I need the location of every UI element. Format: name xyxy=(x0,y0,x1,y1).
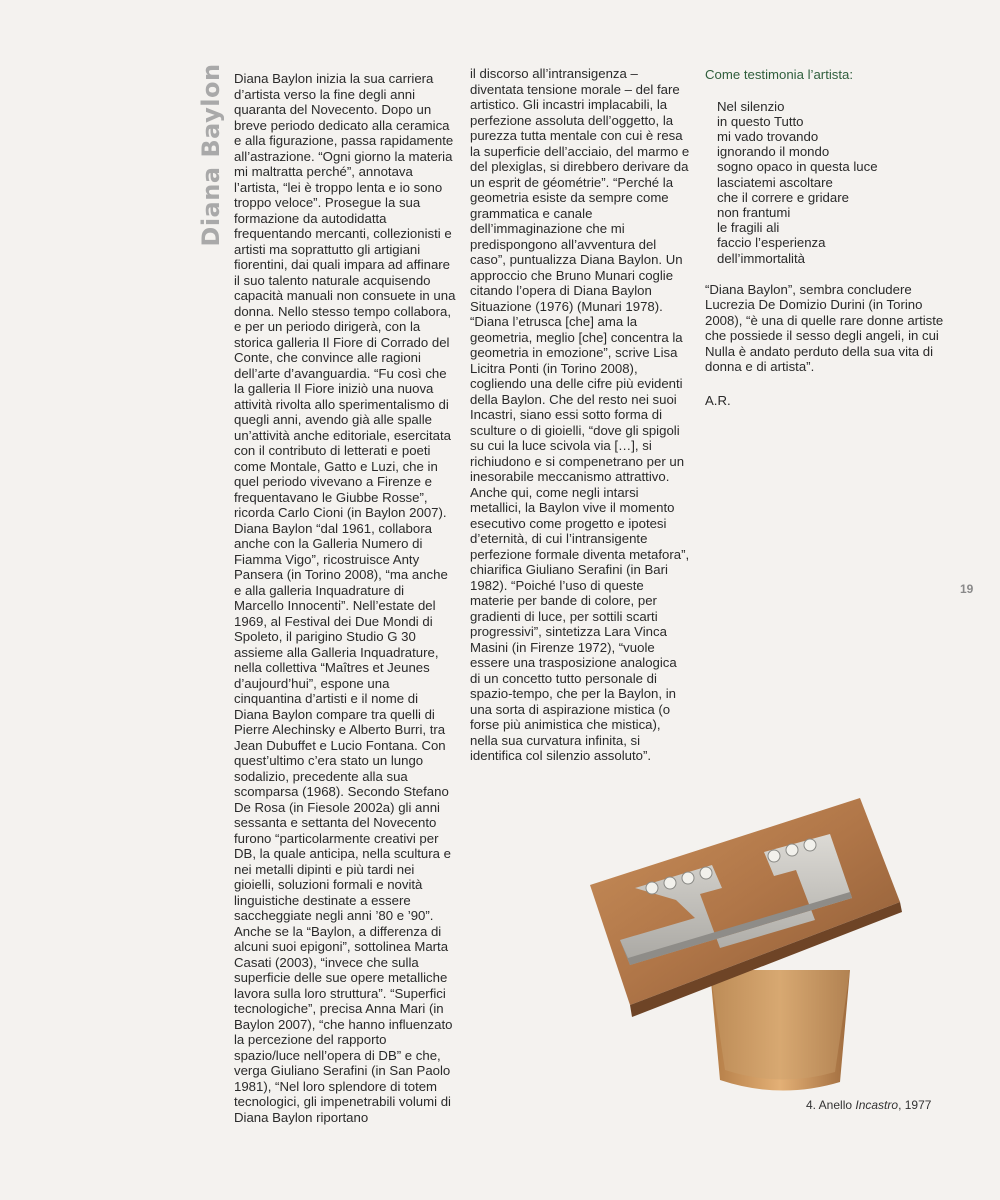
column-2-text: il discorso all’intransigenza – diventata tensione morale – del fare artistico. Gli incastri implacabili, la perfezione assoluta dell’oggetto, la purezza tutta mentale con cui è resa la superficie dell’acciaio, del marmo e del plexiglas, si direbbero derivare da un esprit de géométrie”. “Perché la geometria esiste da sempre come grammatica e canale dell’immaginazione che mi predispongono all’avventura del caso”, puntualizza Diana Baylon. Un approccio che Bruno Munari coglie citando l’opera di Diana Baylon Situazione (1976) (Munari 1978). “Diana l’etrusca [che] ama la geometria, meglio [che] concentra la geometria in emozione”, scrive Lisa Licitra Ponti (in Torino 2008), cogliendo una delle cifre più evidenti della Baylon. Che del resto nei suoi Incastri, siano essi sotto forma di sculture o di gioielli, “dove gli spigoli su cui la luce scivola via […], si richiudono e si compenetrano per un inesorabile meccanismo attrattivo. Anche qui, come negli intarsi metallici, la Baylon vive il momento esecutivo come progetto e ipotesi d’eternità, di cui l’intransigente perfezione formale diventa metafora”, chiarifica Giuliano Serafini (in Bari 1982). “Poiché l’uso di queste materie per bande di colore, per gradienti di luce, per sottili scarti progressivi”, sintetizza Lara Vinca Masini (in Firenze 1972), “vuole essere una trasposizione analogica di un concetto tutto personale di spazio-tempo, che per la Baylon, in una sorta di aspirazione mistica (o forse più animistica che mistica), nella sua curvatura infinita, si identifica col silenzio assoluto”. xyxy=(470,66,690,763)
ring-photo xyxy=(560,770,960,1100)
photo-caption xyxy=(806,1098,931,1112)
closing-quote: “Diana Baylon”, sembra concludere Lucrezia De Domizio Durini (in Torino 2008), “è una di quelle rare donne artiste che possiede il sesso degli angeli, in cui Nulla è andato perduto della sua vita di donna e di artista”. xyxy=(705,281,944,375)
poem-line: faccio l’esperienza xyxy=(717,235,826,251)
vertical-title xyxy=(196,63,226,247)
poem-line: lasciatemi ascoltare xyxy=(717,174,833,190)
column-1-text: Diana Baylon inizia la sua carriera d’artista verso la fine degli anni quaranta del Novecento. Dopo un breve periodo dedicato alla ceramica e alla figurazione, passa rapidamente all’astrazione. “Ogni giorno la materia mi maltratta perché”, annotava l’artista, “lei è troppo lenta e io sono troppo veloce”. Prosegue la sua formazione da autodidatta frequentando mercanti, collezionisti e artisti ma soprattutto gli artigiani fiorentini, dai quali impara ad affinare il suo talento naturale acquisendo capacità manuali non consuete in una donna. Nello stesso tempo collabora, e per un periodo dirigerà, con la storica galleria Il Fiore di Corrado del Conte, che convince alle ragioni dell’arte d’avanguardia. “Fu così che la galleria Il Fiore iniziò una nuova attività rivolta allo sperimentalismo di quegli anni, avendo già alle spalle un’attività anche editoriale, esercitata con il contributo di letterati e poeti come Montale, Gatto e Luzi, che in quel periodo vivevano a Firenze e frequentavano le Giubbe Rosse”, ricorda Carlo Cioni (in Baylon 2007). Diana Baylon “dal 1961, collabora anche con la Galleria Numero di Fiamma Vigo”, ricostruisce Anty Pansera (in Torino 2008), “ma anche e alla galleria Inquadrature di Marcello Innocenti”. Nell’estate del 1969, al Festival dei Due Mondi di Spoleto, il parigino Studio G 30 assieme alla Galleria Inquadrature, nella collettiva “Maîtres et Jeunes d’aujourd’hui”, espone una cinquantina d’artisti e il nome di Diana Baylon compare tra quelli di Pierre Alechinsky e Alberto Burri, tra Jean Dubuffet e Lucio Fontana. Con quest’ultimo c’era stato un lungo sodalizio, precedente alla sua scomparsa (1968). Secondo Stefano De Rosa (in Fiesole 2002a) gli anni sessanta e settanta del Novecento furono “particolarmente creativi per DB, la quale anticipa, nella scultura e nei metalli dipinti e più tardi nei gioielli, soluzioni formali e novità linguistiche destinate a essere saccheggiate negli anni ’80 e ’90”. Anche se la “Baylon, a differenza di alcuni suoi epigoni”, sottolinea Marta Casati (2003), “invece che sulla superficie delle sue opere metalliche lavora sulla loro struttura”. “Superfici tecnologiche”, precisa Anna Mari (in Baylon 2007), “che hanno influenzato la percezione del rapporto spazio/luce nell’opera di DB” e che, verga Giuliano Serafini (in San Paolo 1981), “Nel loro splendore di totem tecnologici, gli impenetrabili volumi di Diana Baylon riportano xyxy=(234,71,456,1125)
text-column-1 xyxy=(234,71,456,1125)
poem-line: Nel silenzio xyxy=(717,98,785,114)
poem-intro: Come testimonia l’artista: xyxy=(705,67,854,82)
poem-line: non frantumi xyxy=(717,204,791,220)
side-title-text: Diana Baylon xyxy=(197,63,225,247)
caption-prefix: 4. Anello xyxy=(806,1098,856,1112)
poem-line: in questo Tutto xyxy=(717,113,804,129)
poem-line: mi vado trovando xyxy=(717,128,819,144)
poem-line: ignorando il mondo xyxy=(717,144,830,160)
poem-line: sogno opaco in questa luce xyxy=(717,159,878,175)
caption-title: Incastro xyxy=(855,1098,899,1112)
poem-line: dell’immortalità xyxy=(717,250,805,266)
author-signature: A.R. xyxy=(705,392,731,408)
poem-line: le fragili ali xyxy=(717,220,780,236)
text-column-3 xyxy=(705,67,955,408)
ring-image xyxy=(560,770,960,1100)
page-number: 19 xyxy=(960,582,974,596)
poem xyxy=(717,99,955,266)
caption-suffix: , 1977 xyxy=(898,1098,932,1112)
text-column-2 xyxy=(470,66,690,764)
poem-line: che il correre e gridare xyxy=(717,189,849,205)
